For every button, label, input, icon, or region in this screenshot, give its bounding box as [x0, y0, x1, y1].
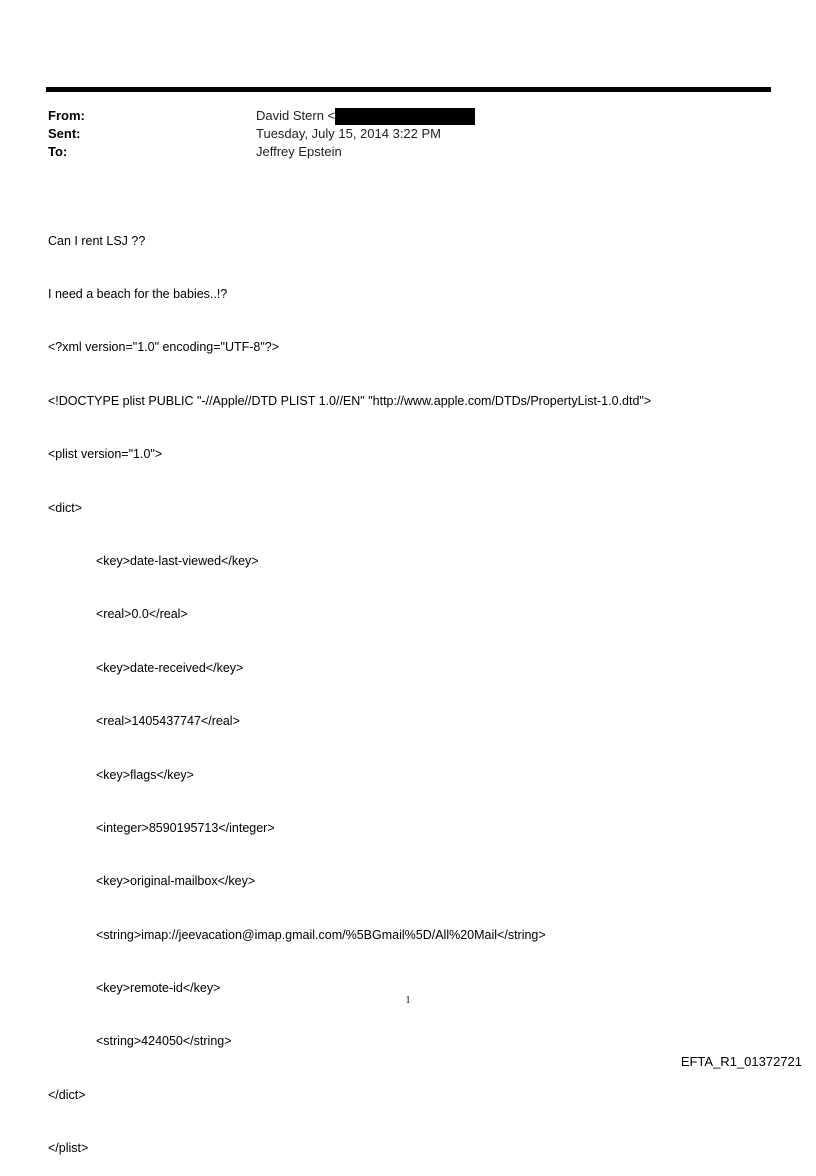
body-line: <key>remote-id</key> [96, 981, 221, 996]
page-number: 1 [405, 995, 411, 1006]
body-line: Can I rent LSJ ?? [48, 233, 146, 248]
body-line: <string>imap://jeevacation@imap.gmail.com/%5BGmail%5D/All%20Mail</string> [96, 927, 546, 942]
body-line: <!DOCTYPE plist PUBLIC "-//Apple//DTD PLIST 1.0//EN" "http://www.apple.com/DTDs/PropertyList-1.0.dtd"> [48, 393, 652, 408]
body-line: <dict> [48, 500, 83, 515]
body-line: <real>0.0</real> [96, 607, 188, 622]
sent-label: Sent: [48, 126, 81, 141]
header-rule [46, 87, 771, 92]
body-line: <key>date-last-viewed</key> [96, 553, 259, 568]
from-value [256, 107, 475, 125]
body-line: <key>flags</key> [96, 767, 194, 782]
document-id: EFTA_R1_01372721 [680, 1054, 802, 1069]
redaction-block [335, 108, 475, 125]
email-header [48, 107, 748, 161]
body-line: <string>424050</string> [96, 1034, 232, 1049]
body-line: </dict> [48, 1087, 86, 1102]
body-line: </plist> [48, 1141, 89, 1156]
sender-name: David Stern < [256, 108, 336, 123]
to-value: Jeffrey Epstein [256, 144, 342, 159]
to-row [48, 143, 748, 161]
from-label: From: [48, 108, 85, 123]
from-row [48, 107, 748, 125]
to-label: To: [48, 144, 68, 159]
body-line: <real>1405437747</real> [96, 714, 240, 729]
sent-row [48, 125, 748, 143]
email-body [48, 197, 788, 1176]
body-line: <integer>8590195713</integer> [96, 820, 275, 835]
body-line: I need a beach for the babies..!? [48, 286, 228, 301]
body-line: <plist version="1.0"> [48, 447, 163, 462]
body-line: <key>original-mailbox</key> [96, 874, 256, 889]
body-line: <?xml version="1.0" encoding="UTF-8"?> [48, 340, 280, 355]
body-line: <key>date-received</key> [96, 660, 244, 675]
sent-value: Tuesday, July 15, 2014 3:22 PM [256, 126, 441, 141]
